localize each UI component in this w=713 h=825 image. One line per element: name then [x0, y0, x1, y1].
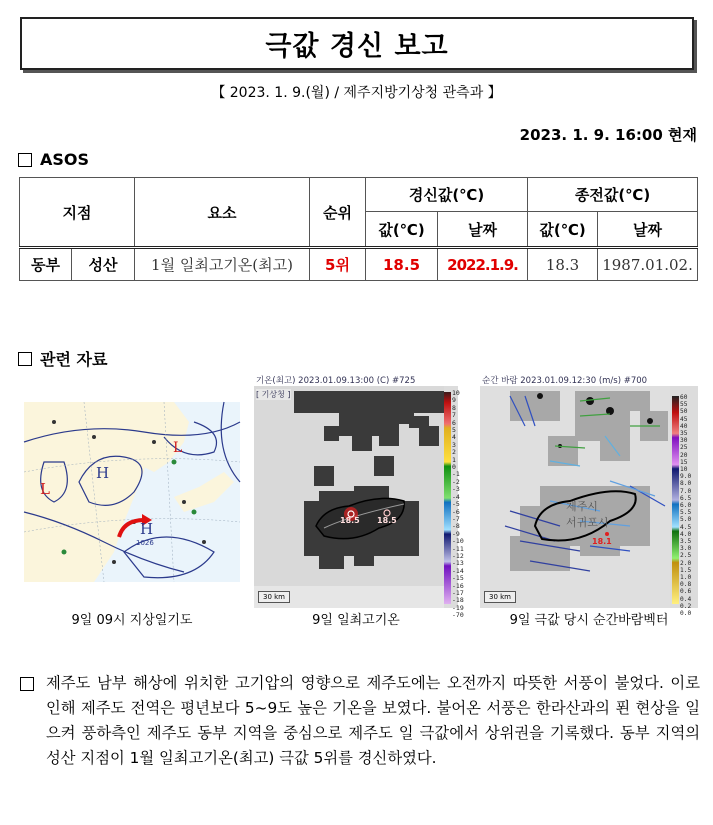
colorbar-tick-label: 5 — [452, 426, 456, 435]
cell-rank: 5위 — [310, 248, 366, 281]
report-title-box — [20, 17, 694, 70]
colorbar-tick-label: 2 — [452, 448, 456, 457]
colorbar-tick-label: 10 — [680, 466, 688, 474]
colorbar-tick-label: -6 — [452, 507, 460, 516]
section-asos — [18, 150, 89, 169]
records-table — [19, 177, 698, 281]
colorbar-tick-label: 30 — [680, 437, 688, 445]
wind-colorbar — [672, 396, 679, 604]
colorbar-tick-label: -15 — [452, 574, 464, 583]
colorbar-tick-label: 4.0 — [680, 530, 692, 538]
city-label-jeju: 제주시 — [566, 500, 598, 513]
low-pressure-label: L — [40, 480, 50, 498]
checkbox-icon — [18, 352, 32, 366]
checkbox-icon — [18, 153, 32, 167]
caption-weather-map: 9일 09시 지상일기도 — [71, 613, 193, 628]
colorbar-tick-label: 15 — [680, 458, 688, 466]
colorbar-tick-label: 50 — [680, 408, 688, 416]
colorbar-tick-label: -2 — [452, 477, 460, 486]
temp-point-label: 18.5 — [377, 516, 397, 525]
colorbar-tick-label: -5 — [452, 500, 460, 509]
colorbar-tick-label: 5.5 — [680, 509, 692, 517]
table-header-row — [20, 178, 698, 212]
colorbar-tick-label: -70 — [452, 611, 464, 620]
colorbar-tick-label: 35 — [680, 430, 688, 438]
colorbar-tick-label: 45 — [680, 415, 688, 423]
colorbar-tick-label: -16 — [452, 581, 464, 590]
colorbar-tick-label: 8.0 — [680, 480, 692, 488]
colorbar-tick-label: -11 — [452, 544, 464, 553]
colorbar-tick-label: 9 — [452, 396, 456, 405]
temp-point-label: 18.5 — [340, 516, 360, 525]
scale-bar: 30 km — [484, 591, 516, 603]
colorbar-tick-label: 1 — [452, 455, 456, 464]
high-pressure-label: H — [140, 520, 154, 538]
summary-paragraph: 제주도 남부 해상에 위치한 고기압의 영향으로 제주도에는 오전까지 따뜻한 서풍이 불었다. 이로 인해 제주도 전역은 평년보다 5~9도 높은 기온을 보였다. 불어온 서풍은 한라산과의 푄 현상을 일으켜 풍하측인 제주도 동부 지역을 중심으로 제주도 일 극값에서 상위권을 기록했다. 동부 지역의 성산 지점이 1월 일최고기온(최고) 극값 5위를 경신하였다. — [46, 674, 700, 767]
cell-prev-value: 18.3 — [528, 248, 598, 281]
colorbar-tick-label: 0.6 — [680, 588, 692, 596]
colorbar-tick-label: -12 — [452, 551, 464, 560]
colorbar-tick-label: -9 — [452, 529, 460, 538]
section-related-label: 관련 자료 — [40, 350, 108, 369]
colorbar-tick-label: 60 — [680, 394, 688, 401]
temp-map-title: 기온(최고) 2023.01.09.13:00 (C) #725 — [256, 376, 416, 386]
high-pressure-label: H — [96, 464, 110, 482]
colorbar-tick-label: 5.0 — [680, 516, 692, 524]
colorbar-tick-label: 1.5 — [680, 566, 692, 574]
colorbar-tick-label: -13 — [452, 559, 464, 568]
wind-map-graphic — [480, 386, 670, 608]
colorbar-tick-label: -7 — [452, 514, 460, 523]
low-pressure-label: L — [173, 440, 183, 456]
wind-vector-map — [480, 386, 698, 618]
colorbar-tick-label: 3 — [452, 440, 456, 449]
cell-region: 동부 — [20, 248, 72, 281]
header-prev-date: 날짜 — [598, 212, 698, 248]
cell-new-date: 2022.1.9. — [438, 248, 528, 281]
header-rank: 순위 — [310, 178, 366, 248]
colorbar-tick-label: -3 — [452, 485, 460, 494]
colorbar-tick-label: 6.5 — [680, 494, 692, 502]
colorbar-tick-label: 0.0 — [680, 610, 692, 618]
colorbar-tick-label: 40 — [680, 422, 688, 430]
colorbar-tick-label: 3.5 — [680, 538, 692, 546]
section-asos-label: ASOS — [40, 150, 90, 169]
checkbox-icon — [20, 677, 34, 691]
header-new-value: 값(℃) — [366, 212, 438, 248]
header-element: 요소 — [135, 178, 310, 248]
colorbar-tick-label: 20 — [680, 451, 688, 459]
colorbar-tick-label: -19 — [452, 603, 464, 612]
cell-prev-date: 1987.01.02. — [598, 248, 698, 281]
header-previous-record: 종전값(℃) — [528, 178, 698, 212]
temp-map-graphic — [254, 386, 444, 608]
table-row — [20, 248, 698, 281]
colorbar-tick-label: 3.0 — [680, 545, 692, 553]
colorbar-tick-label: -10 — [452, 537, 464, 546]
report-title: 극값 경신 보고 — [265, 31, 449, 62]
colorbar-tick-label: 7.0 — [680, 487, 692, 495]
cell-element: 1월 일최고기온(최고) — [135, 248, 310, 281]
wind-colorbar-labels — [680, 394, 691, 617]
colorbar-tick-label: -4 — [452, 492, 460, 501]
header-new-record: 경신값(℃) — [366, 178, 528, 212]
temp-colorbar — [444, 392, 451, 604]
header-new-date: 날짜 — [438, 212, 528, 248]
wind-map-title: 순간 바람 2023.01.09.12:30 (m/s) #700 — [482, 376, 648, 386]
as-of-timestamp: 2023. 1. 9. 16:00 현재 — [519, 126, 697, 144]
colorbar-tick-label: 7 — [452, 411, 456, 420]
source-tag: [ 기상청 ] — [256, 390, 291, 399]
colorbar-tick-label: 0.8 — [680, 581, 692, 589]
colorbar-tick-label: 4 — [452, 433, 456, 442]
colorbar-tick-label: 1.0 — [680, 574, 692, 582]
colorbar-tick-label: 2.5 — [680, 552, 692, 560]
colorbar-tick-label: 0 — [452, 463, 456, 472]
colorbar-tick-label: 8 — [452, 403, 456, 412]
colorbar-tick-label: 10 — [452, 389, 460, 397]
weather-map-graphic — [24, 402, 240, 582]
high-pressure-value: 1026 — [136, 539, 154, 547]
report-subtitle: 【 2023. 1. 9.(월) / 제주지방기상청 관측과 】 — [211, 85, 502, 101]
caption-temp-map: 9일 일최고기온 — [312, 613, 400, 628]
colorbar-tick-label: 2.0 — [680, 559, 692, 567]
colorbar-tick-label: 9.0 — [680, 473, 692, 481]
temp-colorbar-labels — [452, 390, 464, 620]
colorbar-tick-label: 0.2 — [680, 602, 692, 610]
colorbar-tick-label: -17 — [452, 588, 464, 597]
summary-paragraph-block — [20, 671, 700, 771]
section-related — [18, 347, 107, 370]
colorbar-tick-label: 25 — [680, 444, 688, 452]
wind-point-label: 18.1 — [592, 537, 612, 546]
colorbar-tick-label: -8 — [452, 522, 460, 531]
header-station: 지점 — [20, 178, 135, 248]
colorbar-tick-label: -18 — [452, 596, 464, 605]
colorbar-tick-label: -1 — [452, 470, 460, 479]
colorbar-tick-label: 0.4 — [680, 595, 692, 603]
surface-weather-map — [24, 402, 240, 582]
scale-bar: 30 km — [258, 591, 290, 603]
colorbar-tick-label: 6 — [452, 418, 456, 427]
city-label-seogwipo: 서귀포시 — [566, 516, 609, 529]
colorbar-tick-label: 55 — [680, 401, 688, 409]
max-temperature-map — [254, 386, 464, 620]
caption-wind-map: 9일 극값 당시 순간바람벡터 — [509, 613, 669, 628]
cell-new-value: 18.5 — [366, 248, 438, 281]
colorbar-tick-label: -14 — [452, 566, 464, 575]
cell-station: 성산 — [72, 248, 135, 281]
colorbar-tick-label: 6.0 — [680, 502, 692, 510]
header-prev-value: 값(℃) — [528, 212, 598, 248]
colorbar-tick-label: 4.5 — [680, 523, 692, 531]
